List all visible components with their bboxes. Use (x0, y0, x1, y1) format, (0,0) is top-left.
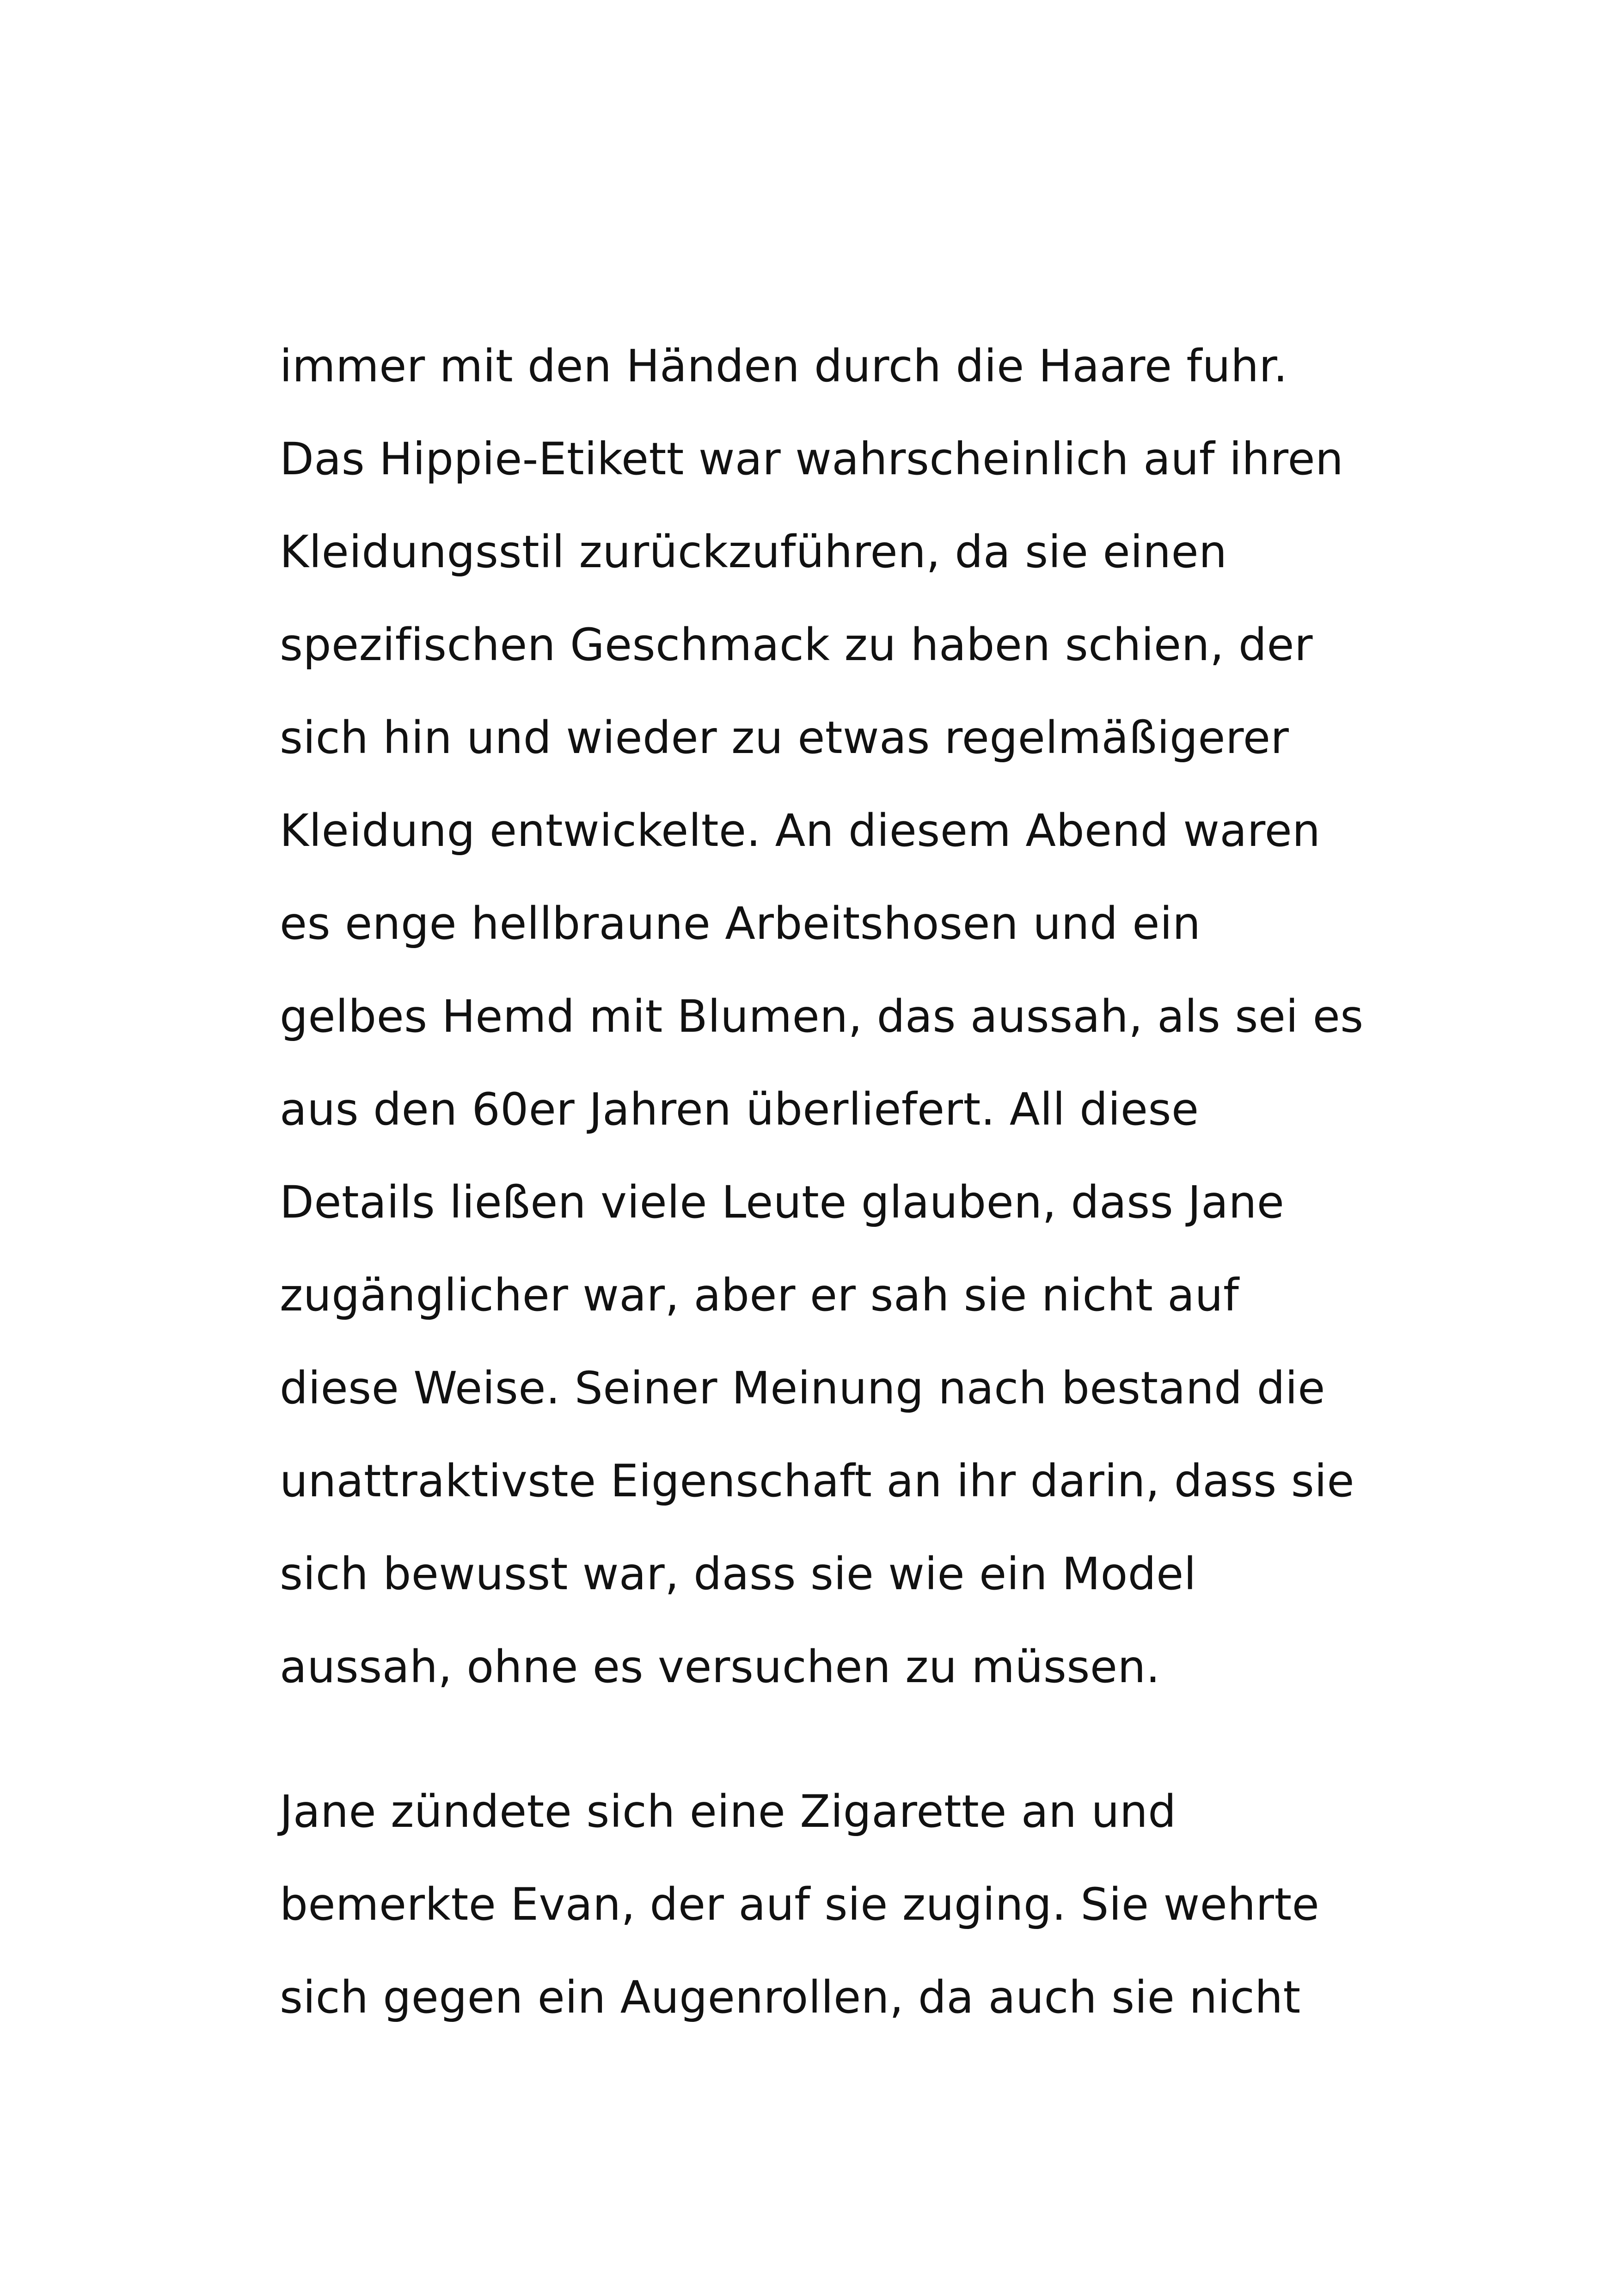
paragraph-2 (280, 1765, 1389, 2044)
text-line: Kleidung entwickelte. An diesem Abend waren (280, 805, 1321, 857)
text-line: Jane zündete sich eine Zigarette an und (280, 1786, 1177, 1837)
text-line: es enge hellbraune Arbeitshosen und ein (280, 898, 1201, 949)
text-line: Kleidungsstil zurückzuführen, da sie einen (280, 526, 1227, 578)
text-line: Details ließen viele Leute glauben, dass Jane (280, 1176, 1285, 1228)
text-line: sich gegen ein Augenrollen, da auch sie nicht (280, 1971, 1301, 2023)
paragraph-1 (280, 320, 1389, 1714)
text-line: sich bewusst war, dass sie wie ein Model (280, 1548, 1196, 1600)
text-line: zugänglicher war, aber er sah sie nicht auf (280, 1269, 1239, 1321)
text-line: aussah, ohne es versuchen zu müssen. (280, 1641, 1160, 1693)
text-line: aus den 60er Jahren überliefert. All diese (280, 1084, 1199, 1135)
text-line: Das Hippie-Etikett war wahrscheinlich auf ihren (280, 433, 1344, 485)
text-line: immer mit den Händen durch die Haare fuhr. (280, 340, 1288, 392)
text-line: bemerkte Evan, der auf sie zuging. Sie wehrte (280, 1879, 1320, 1930)
text-line: gelbes Hemd mit Blumen, das aussah, als sei es (280, 991, 1364, 1042)
text-line: sich hin und wieder zu etwas regelmäßigerer (280, 712, 1289, 764)
text-line: diese Weise. Seiner Meinung nach bestand die (280, 1362, 1325, 1414)
text-line: unattraktivste Eigenschaft an ihr darin, dass sie (280, 1455, 1354, 1507)
text-line: spezifischen Geschmack zu haben schien, der (280, 619, 1313, 671)
